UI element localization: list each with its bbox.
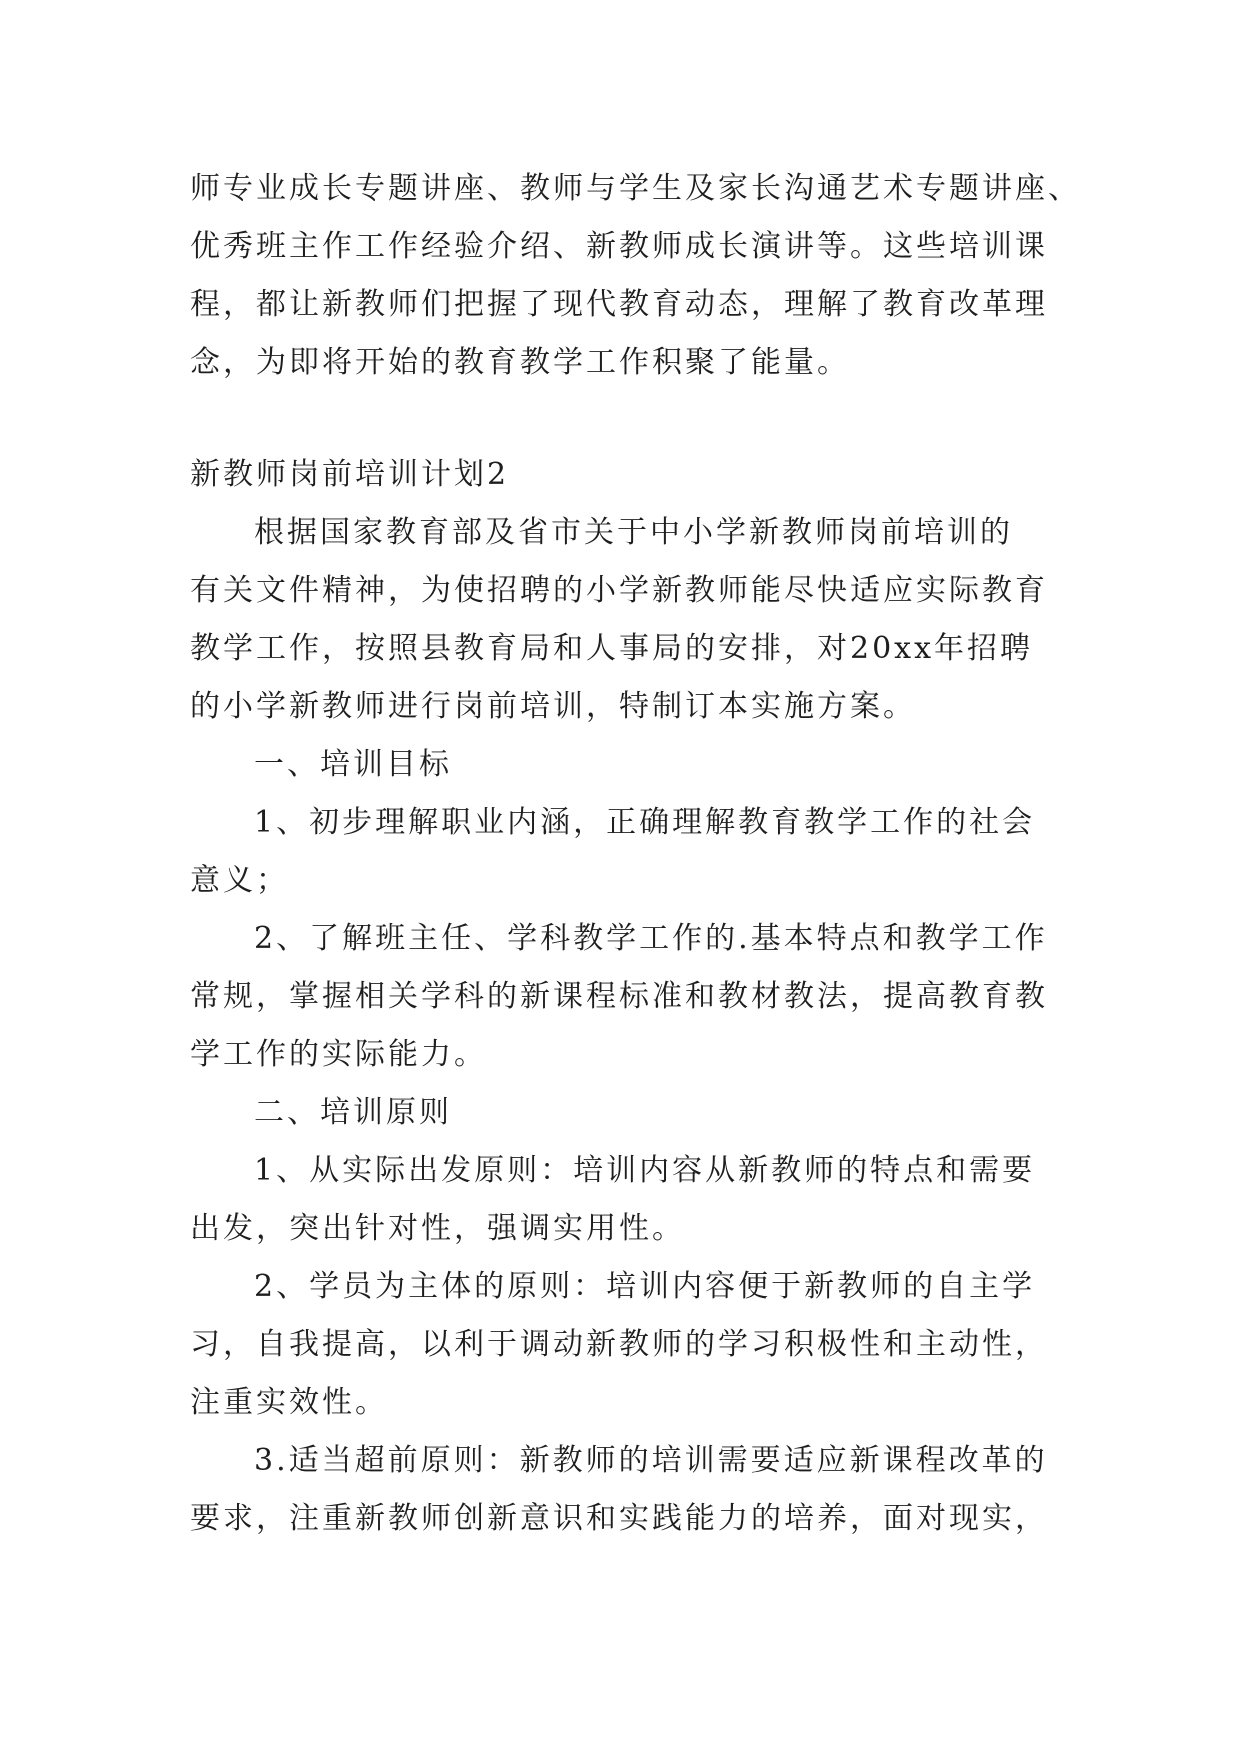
paragraph-line: 常规，掌握相关学科的新课程标准和教材教法，提高教育教 [190, 979, 1048, 1014]
heading-principles: 二、培训原则 [254, 1095, 452, 1130]
paragraph-line: 教学工作，按照县教育局和人事局的安排，对20xx年招聘 [190, 631, 1034, 666]
paragraph-line: 要求，注重新教师创新意识和实践能力的培养，面对现实， [190, 1501, 1048, 1536]
paragraph-line: 优秀班主作工作经验介绍、新教师成长演讲等。这些培训课 [190, 229, 1048, 264]
paragraph-line: 2、了解班主任、学科教学工作的.基本特点和教学工作 [254, 921, 1048, 956]
paragraph-line: 出发，突出针对性，强调实用性。 [190, 1211, 685, 1246]
paragraph-line: 3.适当超前原则：新教师的培训需要适应新课程改革的 [254, 1443, 1048, 1478]
paragraph-line: 的小学新教师进行岗前培训，特制订本实施方案。 [190, 689, 916, 724]
document-text [190, 160, 1081, 1548]
paragraph-line: 学工作的实际能力。 [190, 1037, 487, 1072]
heading-goals: 一、培训目标 [254, 747, 452, 782]
paragraph-line: 根据国家教育部及省市关于中小学新教师岗前培训的 [254, 515, 1013, 550]
paragraph-line: 1、初步理解职业内涵，正确理解教育教学工作的社会 [254, 805, 1036, 840]
paragraph-line: 2、学员为主体的原则：培训内容便于新教师的自主学 [254, 1269, 1036, 1304]
paragraph-line: 习，自我提高，以利于调动新教师的学习积极性和主动性， [190, 1327, 1048, 1362]
paragraph-line: 1、从实际出发原则：培训内容从新教师的特点和需要 [254, 1153, 1036, 1188]
section-title: 新教师岗前培训计划2 [190, 457, 510, 492]
paragraph-line: 程，都让新教师们把握了现代教育动态，理解了教育改革理 [190, 287, 1048, 322]
paragraph-line: 师专业成长专题讲座、教师与学生及家长沟通艺术专题讲座、 [190, 171, 1081, 206]
paragraph-line: 注重实效性。 [190, 1385, 388, 1420]
paragraph-line: 念，为即将开始的教育教学工作积聚了能量。 [190, 345, 850, 380]
paragraph-line: 有关文件精神，为使招聘的小学新教师能尽快适应实际教育 [190, 573, 1048, 608]
paragraph-line: 意义； [190, 863, 289, 898]
